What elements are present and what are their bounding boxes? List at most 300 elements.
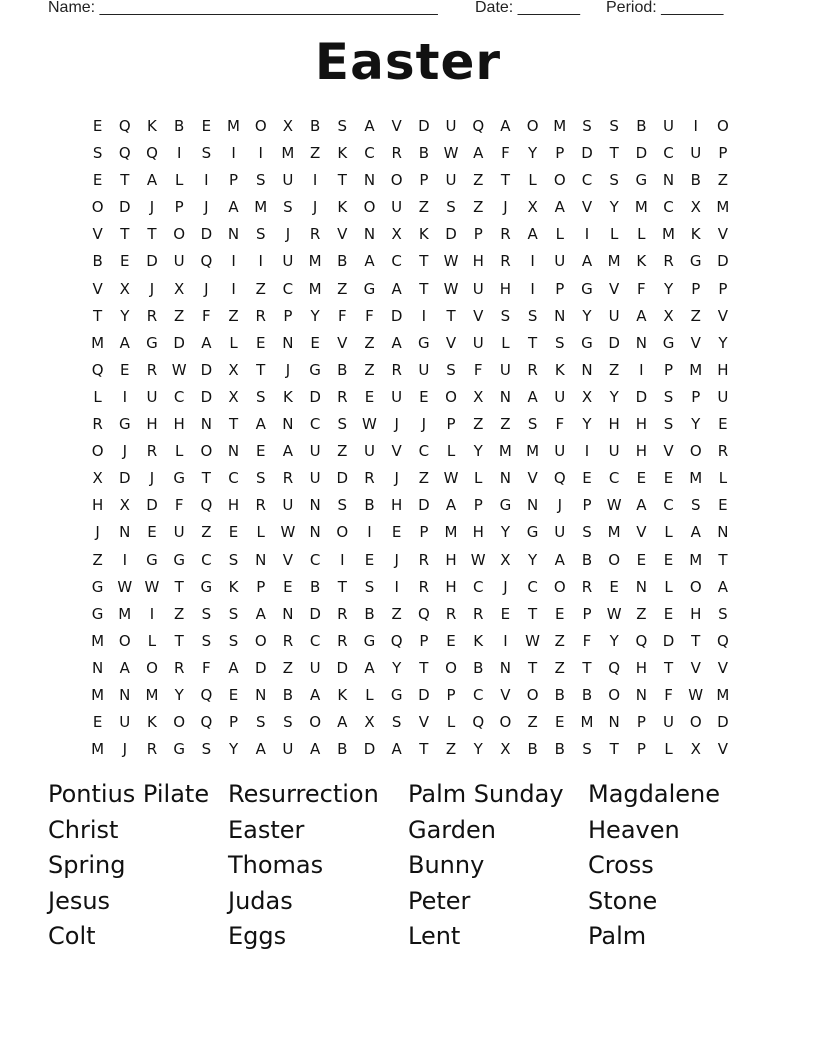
grid-letter: D xyxy=(418,117,430,135)
grid-letter: T xyxy=(228,415,239,434)
grid-letter: Z xyxy=(473,198,484,217)
grid-letter: U xyxy=(309,442,321,461)
grid-letter: D xyxy=(662,631,675,650)
grid-letter: R xyxy=(282,631,294,650)
grid-letter: J xyxy=(204,279,209,298)
grid-letter: U xyxy=(391,387,403,406)
grid-letter: O xyxy=(526,117,539,135)
grid-letter: N xyxy=(119,685,131,704)
grid-letter: M xyxy=(91,333,105,352)
grid-letter: Q xyxy=(635,631,648,650)
grid-letter: W xyxy=(443,252,459,271)
grid-letter: A xyxy=(527,225,538,244)
grid-letter: E xyxy=(391,523,402,542)
grid-letter: N xyxy=(309,496,321,515)
grid-letter: C xyxy=(472,577,484,596)
grid-letter: A xyxy=(527,387,538,406)
grid-letter: B xyxy=(473,658,484,677)
grid-letter: C xyxy=(418,442,430,461)
grid-letter: E xyxy=(609,577,619,596)
grid-letter: R xyxy=(581,577,593,596)
word-bank-item: Easter xyxy=(228,815,305,844)
grid-letter: Y xyxy=(663,279,674,298)
grid-letter: O xyxy=(254,631,267,650)
grid-letter: F xyxy=(637,279,646,298)
grid-letter: Y xyxy=(609,198,619,217)
grid-letter: L xyxy=(147,631,157,650)
grid-letter: Y xyxy=(528,550,538,569)
grid-letter: A xyxy=(364,658,375,677)
grid-letter: O xyxy=(499,713,512,732)
grid-letter: P xyxy=(229,171,239,190)
grid-letter: I xyxy=(312,171,318,190)
grid-letter: A xyxy=(554,550,565,569)
grid-letter: B xyxy=(337,740,348,759)
grid-letter: O xyxy=(91,442,104,461)
grid-letter: H xyxy=(227,496,240,515)
grid-letter: S xyxy=(255,469,266,488)
grid-letter: I xyxy=(421,306,427,325)
grid-letter: L xyxy=(664,523,673,542)
grid-letter: O xyxy=(254,117,267,135)
grid-letter: H xyxy=(146,415,158,434)
grid-letter: F xyxy=(174,496,184,515)
grid-letter: S xyxy=(690,496,701,515)
grid-letter: Z xyxy=(282,658,294,677)
grid-letter: Z xyxy=(337,442,348,461)
word-bank-item: Judas xyxy=(228,886,293,915)
grid-letter: T xyxy=(337,577,347,596)
grid-letter: E xyxy=(228,523,239,542)
grid-letter: R xyxy=(663,252,674,271)
grid-letter: Z xyxy=(418,469,429,488)
grid-letter: V xyxy=(337,333,348,352)
grid-letter: Q xyxy=(118,117,131,135)
grid-letter: H xyxy=(499,279,512,298)
grid-letter: X xyxy=(228,360,239,379)
grid-letter: W xyxy=(606,604,622,623)
grid-letter: S xyxy=(201,631,212,650)
grid-letter: S xyxy=(255,713,266,732)
grid-letter: D xyxy=(119,469,131,488)
grid-letter: H xyxy=(91,496,104,515)
grid-letter: S xyxy=(582,117,592,135)
grid-letter: T xyxy=(446,306,456,325)
grid-letter: A xyxy=(309,685,321,704)
grid-letter: O xyxy=(173,713,186,732)
grid-letter: K xyxy=(636,252,647,271)
grid-letter: N xyxy=(282,415,294,434)
date-field: Date: _______ xyxy=(475,0,580,16)
grid-letter: E xyxy=(120,360,130,379)
grid-letter: I xyxy=(122,387,127,406)
grid-letter: V xyxy=(418,713,429,732)
grid-letter: D xyxy=(200,360,213,379)
grid-letter: O xyxy=(608,685,621,704)
grid-letter: K xyxy=(337,144,348,163)
grid-letter: S xyxy=(283,198,293,217)
header-fields xyxy=(0,0,816,20)
grid-letter: K xyxy=(147,713,157,732)
grid-letter: Q xyxy=(200,496,213,515)
grid-letter: P xyxy=(446,685,456,704)
grid-letter: Q xyxy=(146,144,158,163)
grid-letter: W xyxy=(443,469,459,488)
grid-letter: A xyxy=(364,252,375,271)
grid-letter: Y xyxy=(500,523,510,542)
grid-letter: M xyxy=(662,225,675,244)
grid-letter: G xyxy=(581,333,593,352)
grid-letter: D xyxy=(309,387,321,406)
grid-letter: D xyxy=(254,658,267,677)
grid-letter: X xyxy=(663,306,674,325)
grid-letter: U xyxy=(717,387,729,406)
grid-letter: C xyxy=(201,550,212,569)
grid-letter: H xyxy=(635,442,647,461)
grid-letter: R xyxy=(418,550,430,569)
grid-letter: V xyxy=(663,442,674,461)
grid-letter: V xyxy=(717,740,729,759)
grid-letter: G xyxy=(635,171,648,190)
grid-letter: P xyxy=(636,740,646,759)
grid-letter: G xyxy=(173,740,185,759)
grid-letter: D xyxy=(336,658,349,677)
grid-letter: N xyxy=(499,469,512,488)
grid-letter: U xyxy=(146,387,158,406)
grid-letter: V xyxy=(282,550,294,569)
grid-letter: E xyxy=(419,387,429,406)
grid-letter: J xyxy=(204,198,209,217)
grid-letter: H xyxy=(690,604,702,623)
word-bank-item: Jesus xyxy=(48,886,111,915)
word-search-grid xyxy=(84,113,737,763)
grid-letter: I xyxy=(204,171,209,190)
grid-letter: L xyxy=(637,225,646,244)
grid-letter: D xyxy=(418,496,430,515)
grid-letter: C xyxy=(228,469,239,488)
grid-letter: E xyxy=(663,550,674,569)
grid-letter: E xyxy=(582,469,592,488)
grid-letter: S xyxy=(663,387,674,406)
grid-letter: A xyxy=(146,171,158,190)
grid-letter: S xyxy=(228,631,239,650)
grid-letter: S xyxy=(446,360,456,379)
grid-letter: A xyxy=(255,604,266,623)
grid-letter: Y xyxy=(473,442,483,461)
grid-letter: L xyxy=(446,713,456,732)
grid-letter: E xyxy=(201,117,212,135)
grid-letter: Q xyxy=(472,713,485,732)
grid-letter: S xyxy=(255,171,266,190)
grid-letter: R xyxy=(527,360,538,379)
grid-letter: U xyxy=(554,387,566,406)
grid-letter: O xyxy=(689,577,702,596)
grid-letter: I xyxy=(258,252,263,271)
grid-letter: Q xyxy=(91,360,104,379)
grid-letter: B xyxy=(581,685,593,704)
grid-letter: T xyxy=(718,550,728,569)
grid-letter: H xyxy=(717,360,729,379)
grid-letter: D xyxy=(418,685,430,704)
grid-letter: T xyxy=(256,360,266,379)
grid-letter: G xyxy=(173,550,185,569)
grid-letter: Z xyxy=(473,171,484,190)
grid-letter: N xyxy=(282,333,294,352)
grid-letter: U xyxy=(282,252,294,271)
grid-letter: T xyxy=(663,658,674,677)
grid-letter: I xyxy=(122,550,127,569)
grid-letter: V xyxy=(92,279,103,298)
grid-letter: R xyxy=(364,469,375,488)
grid-letter: N xyxy=(119,523,131,542)
grid-letter: J xyxy=(122,442,127,461)
grid-letter: P xyxy=(446,415,456,434)
grid-letter: W xyxy=(525,631,541,650)
grid-letter: R xyxy=(500,225,511,244)
grid-letter: P xyxy=(473,225,483,244)
grid-letter: S xyxy=(255,387,266,406)
grid-letter: X xyxy=(473,387,484,406)
grid-letter: I xyxy=(367,523,372,542)
grid-letter: C xyxy=(309,631,321,650)
grid-letter: Z xyxy=(690,306,701,325)
grid-letter: G xyxy=(363,279,376,298)
grid-letter: W xyxy=(470,550,486,569)
grid-letter: B xyxy=(174,117,185,135)
grid-letter: M xyxy=(145,685,159,704)
grid-letter: J xyxy=(95,523,100,542)
grid-letter: J xyxy=(394,550,399,569)
grid-letter: Y xyxy=(174,685,184,704)
grid-letter: E xyxy=(255,442,266,461)
grid-letter: T xyxy=(500,171,510,190)
grid-letter: Z xyxy=(364,360,375,379)
grid-letter: U xyxy=(499,360,511,379)
grid-letter: O xyxy=(146,658,158,677)
grid-letter: W xyxy=(443,144,459,163)
word-bank-item: Spring xyxy=(48,851,126,880)
grid-letter: E xyxy=(718,496,728,515)
grid-letter: A xyxy=(201,333,212,352)
grid-letter: N xyxy=(717,523,729,542)
grid-letter: O xyxy=(91,198,104,217)
grid-letter: Q xyxy=(390,631,403,650)
grid-letter: Z xyxy=(609,360,620,379)
grid-letter: X xyxy=(500,550,511,569)
grid-letter: S xyxy=(337,117,348,135)
word-bank-item: Garden xyxy=(408,815,496,844)
grid-letter: S xyxy=(609,171,619,190)
grid-letter: D xyxy=(445,225,457,244)
grid-letter: T xyxy=(174,577,184,596)
grid-letter: M xyxy=(689,550,703,569)
grid-letter: C xyxy=(581,171,593,190)
grid-letter: N xyxy=(227,442,240,461)
grid-letter: R xyxy=(146,442,158,461)
grid-letter: H xyxy=(445,550,457,569)
grid-letter: N xyxy=(635,577,647,596)
grid-letter: K xyxy=(147,117,157,135)
grid-letter: T xyxy=(582,658,592,677)
grid-letter: S xyxy=(391,713,402,732)
grid-letter: P xyxy=(718,279,728,298)
grid-letter: V xyxy=(717,658,729,677)
grid-letter: P xyxy=(636,713,646,732)
grid-letter: B xyxy=(527,740,538,759)
period-field: Period: _______ xyxy=(606,0,724,16)
grid-letter: V xyxy=(337,225,348,244)
grid-letter: U xyxy=(690,144,702,163)
grid-letter: I xyxy=(258,144,263,163)
grid-letter: N xyxy=(526,496,539,515)
grid-letter: Q xyxy=(200,713,213,732)
grid-letter: S xyxy=(446,198,456,217)
grid-letter: A xyxy=(391,279,402,298)
grid-letter: M xyxy=(91,631,105,650)
grid-letter: G xyxy=(146,333,158,352)
grid-letter: S xyxy=(228,550,239,569)
grid-letter: A xyxy=(309,740,321,759)
grid-letter: P xyxy=(174,198,184,217)
grid-letter: X xyxy=(500,740,511,759)
grid-letter: N xyxy=(255,685,267,704)
grid-letter: C xyxy=(391,252,402,271)
grid-letter: T xyxy=(528,604,538,623)
grid-letter: D xyxy=(717,713,729,732)
grid-letter: M xyxy=(716,198,730,217)
grid-letter: S xyxy=(255,225,266,244)
word-bank-item: Pontius Pilate xyxy=(48,780,210,808)
grid-letter: P xyxy=(256,577,266,596)
grid-letter: K xyxy=(690,225,701,244)
grid-letter: V xyxy=(581,198,593,217)
grid-letter: U xyxy=(418,360,430,379)
grid-letter: R xyxy=(337,387,348,406)
grid-letter: U xyxy=(282,496,294,515)
grid-letter: R xyxy=(391,144,402,163)
grid-letter: G xyxy=(418,333,430,352)
grid-letter: Q xyxy=(200,252,213,271)
grid-letter: E xyxy=(255,333,266,352)
grid-letter: I xyxy=(584,225,590,244)
grid-letter: V xyxy=(609,279,620,298)
grid-letter: X xyxy=(581,387,593,406)
grid-letter: U xyxy=(309,658,321,677)
grid-letter: D xyxy=(200,387,213,406)
grid-letter: T xyxy=(609,740,619,759)
grid-letter: J xyxy=(557,496,562,515)
grid-letter: N xyxy=(282,604,294,623)
grid-letter: N xyxy=(554,306,566,325)
grid-letter: I xyxy=(149,604,155,623)
grid-letter: P xyxy=(283,306,293,325)
grid-letter: S xyxy=(500,306,511,325)
grid-letter: T xyxy=(691,631,701,650)
grid-letter: Q xyxy=(608,658,621,677)
grid-letter: I xyxy=(530,252,535,271)
grid-letter: Z xyxy=(418,198,429,217)
grid-letter: S xyxy=(228,604,239,623)
grid-letter: U xyxy=(173,252,185,271)
grid-letter: J xyxy=(394,469,399,488)
grid-letter: S xyxy=(555,333,565,352)
grid-letter: M xyxy=(227,117,240,135)
grid-letter: Z xyxy=(554,631,565,650)
grid-letter: V xyxy=(636,523,647,542)
grid-letter: Q xyxy=(472,117,485,135)
grid-letter: L xyxy=(474,469,483,488)
grid-letter: Z xyxy=(337,279,348,298)
grid-letter: F xyxy=(664,685,673,704)
grid-letter: N xyxy=(255,550,267,569)
grid-letter: K xyxy=(473,631,484,650)
grid-letter: W xyxy=(280,523,296,542)
grid-letter: Y xyxy=(691,415,701,434)
grid-letter: X xyxy=(119,496,130,515)
grid-letter: J xyxy=(122,740,127,759)
grid-letter: H xyxy=(445,577,457,596)
grid-letter: R xyxy=(173,658,185,677)
grid-letter: R xyxy=(418,577,430,596)
grid-letter: P xyxy=(582,604,592,623)
grid-letter: I xyxy=(503,631,508,650)
grid-letter: G xyxy=(146,550,158,569)
grid-letter: G xyxy=(390,685,403,704)
grid-letter: L xyxy=(174,442,184,461)
grid-letter: O xyxy=(363,198,376,217)
grid-letter: J xyxy=(285,225,291,244)
grid-letter: X xyxy=(391,225,402,244)
grid-letter: X xyxy=(119,279,130,298)
grid-letter: O xyxy=(445,658,457,677)
grid-letter: X xyxy=(527,198,538,217)
word-bank-item: Cross xyxy=(588,851,654,880)
grid-letter: Z xyxy=(500,415,511,434)
grid-letter: B xyxy=(337,360,348,379)
grid-letter: O xyxy=(445,387,457,406)
grid-letter: S xyxy=(364,577,375,596)
grid-letter: F xyxy=(202,658,211,677)
grid-letter: L xyxy=(555,225,564,244)
grid-letter: C xyxy=(173,387,185,406)
grid-letter: P xyxy=(473,496,483,515)
grid-letter: H xyxy=(608,415,620,434)
grid-letter: N xyxy=(635,685,647,704)
word-bank-item: Thomas xyxy=(228,851,324,880)
grid-letter: T xyxy=(419,252,429,271)
grid-letter: R xyxy=(146,740,158,759)
word-bank-item: Lent xyxy=(408,922,461,951)
grid-letter: T xyxy=(93,306,103,325)
grid-letter: T xyxy=(201,469,211,488)
grid-letter: M xyxy=(716,685,730,704)
grid-letter: H xyxy=(472,252,484,271)
grid-letter: Y xyxy=(120,306,130,325)
grid-letter: C xyxy=(608,469,620,488)
grid-letter: D xyxy=(173,333,185,352)
grid-letter: J xyxy=(394,415,399,434)
grid-letter: E xyxy=(310,333,320,352)
word-bank-item: Bunny xyxy=(408,851,485,880)
grid-letter: J xyxy=(312,198,318,217)
grid-letter: A xyxy=(554,198,565,217)
grid-letter: O xyxy=(173,225,186,244)
grid-letter: W xyxy=(606,496,622,515)
grid-letter: I xyxy=(176,144,182,163)
grid-letter: L xyxy=(501,333,510,352)
grid-letter: Y xyxy=(609,387,619,406)
grid-letter: L xyxy=(446,442,456,461)
